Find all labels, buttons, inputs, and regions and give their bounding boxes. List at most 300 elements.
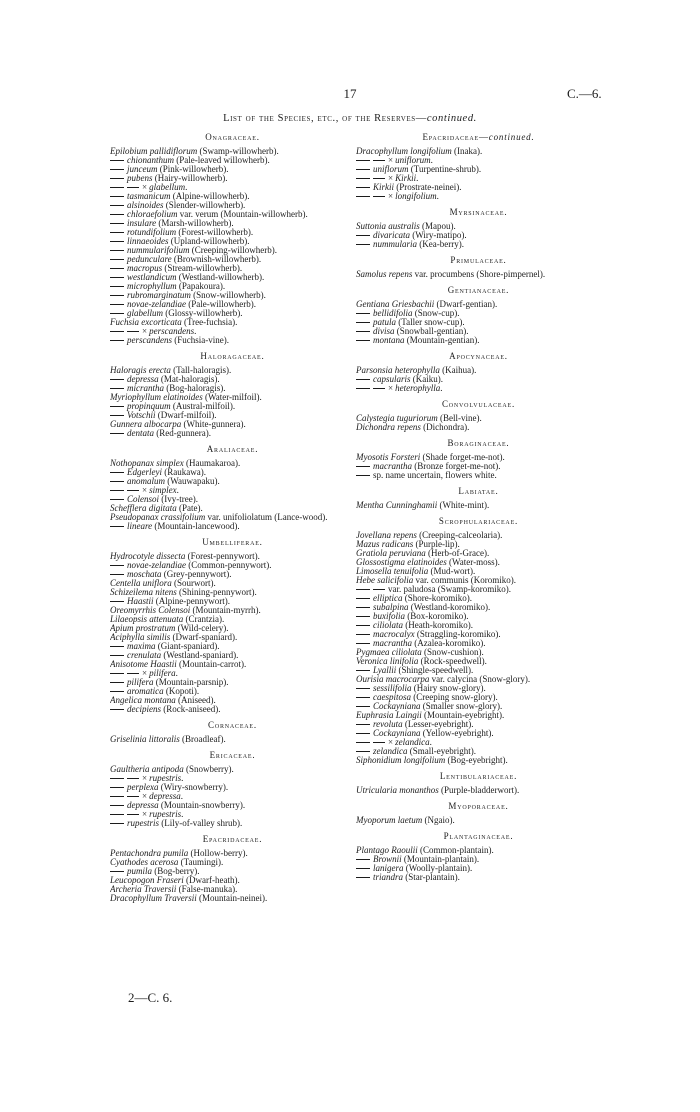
common-name: (Water-milfoil). <box>202 393 262 402</box>
species-name: simplex <box>149 486 177 495</box>
species-entry <box>356 756 601 765</box>
ditto-dash <box>110 160 124 161</box>
species-name: pubens <box>127 174 153 183</box>
species-name: Dracophyllum longifolium <box>356 147 452 156</box>
ditto-dash <box>110 691 124 692</box>
species-name: Hebe salicifolia <box>356 576 414 585</box>
common-name: (Wild-celery). <box>175 624 229 633</box>
species-entry <box>356 192 601 201</box>
species-entry <box>110 183 355 192</box>
common-name: . <box>175 669 178 678</box>
common-name: (Austral-milfoil). <box>170 402 236 411</box>
species-entry <box>110 477 355 486</box>
common-name: (Red-gunnera). <box>154 429 211 438</box>
common-name: (Papakoura). <box>176 282 226 291</box>
common-name: (Westland-spaniard). <box>161 651 239 660</box>
ditto-dash <box>110 787 124 788</box>
family-heading <box>356 256 601 265</box>
species-entry <box>356 816 601 825</box>
species-name: Myriophyllum elatinoides <box>110 393 203 402</box>
species-entry <box>110 459 355 468</box>
ditto-dash <box>356 589 370 590</box>
ditto-dash <box>110 406 124 407</box>
species-entry <box>356 231 601 240</box>
species-entry <box>356 702 601 711</box>
species-entry <box>110 615 355 624</box>
common-name: (Swamp-willowherb). <box>197 147 279 156</box>
common-name: var. procumbens (Shore-pimpernel). <box>412 270 546 279</box>
common-name: . <box>429 738 432 747</box>
species-entry <box>356 549 601 558</box>
common-name: var. verum (Mountain-willowherb). <box>177 210 308 219</box>
common-name: (Bronze forget-me-not). <box>412 462 501 471</box>
species-entry <box>110 495 355 504</box>
common-name: (White-gunnera). <box>181 420 246 429</box>
common-name: . <box>430 156 433 165</box>
family-name: Apocynaceae. <box>449 351 508 361</box>
family-heading <box>110 445 355 454</box>
species-name: Archeria Traversii <box>110 885 177 894</box>
species-name: Samolus repens <box>356 270 413 279</box>
family-name: Cornaceae. <box>208 720 257 730</box>
ditto-dash <box>110 250 124 251</box>
ditto-dash <box>110 187 124 188</box>
ditto-dash <box>110 178 124 179</box>
common-name: (Mountain-plantain). <box>401 855 480 864</box>
species-entry <box>110 696 355 705</box>
species-name: chloraefolium <box>127 210 178 219</box>
species-name: montana <box>373 336 405 345</box>
common-name: (Kopoti). <box>163 687 200 696</box>
common-name: (Box-koromiko). <box>405 612 469 621</box>
ditto-dash <box>110 268 124 269</box>
species-name: rubromarginatum <box>127 291 191 300</box>
species-name: chionanthum <box>127 156 174 165</box>
species-entry <box>110 561 355 570</box>
family-heading <box>356 208 601 217</box>
species-name: Leucopogon Fraseri <box>110 876 184 885</box>
ditto-dash <box>110 169 124 170</box>
common-name: (Dwarf-gentian). <box>434 300 498 309</box>
species-name: revoluta <box>373 720 403 729</box>
species-name: Pentachondra pumila <box>110 849 189 858</box>
common-name: sp. name uncertain, flowers white. <box>373 471 497 480</box>
species-entry <box>356 846 601 855</box>
species-name: Angelica montana <box>110 696 176 705</box>
ditto-dash <box>110 196 124 197</box>
common-name: (Pale-leaved willowherb). <box>174 156 270 165</box>
ditto-dash <box>356 244 370 245</box>
ditto-dash <box>356 643 370 644</box>
ditto-dash <box>356 616 370 617</box>
species-name: nummularia <box>373 240 418 249</box>
species-entry <box>110 300 355 309</box>
species-entry <box>110 792 355 801</box>
species-entry <box>110 876 355 885</box>
common-name: (Straggling-koromiko). <box>414 630 501 639</box>
species-entry <box>356 270 601 279</box>
ditto-dash <box>110 205 124 206</box>
species-entry <box>110 522 355 531</box>
species-entry <box>356 336 601 345</box>
species-name: Kirkii <box>395 174 417 183</box>
species-entry <box>356 738 601 747</box>
species-name: zelandica <box>395 738 430 747</box>
common-name: (Purple-lip). <box>413 540 460 549</box>
ditto-dash <box>356 625 370 626</box>
species-entry <box>356 375 601 384</box>
species-entry <box>110 228 355 237</box>
species-entry <box>356 462 601 471</box>
ditto-dash <box>110 223 124 224</box>
species-name: tasmanicum <box>127 192 171 201</box>
species-entry <box>110 867 355 876</box>
ditto-dash <box>356 178 370 179</box>
family-name: Myrsinaceae. <box>449 207 508 217</box>
common-name: (Ngaio). <box>422 816 455 825</box>
common-name: (Creeping snow-glory). <box>411 693 498 702</box>
species-entry <box>110 660 355 669</box>
ditto-dash <box>373 742 385 743</box>
common-name: (Dichondra). <box>420 423 470 432</box>
ditto-dash <box>356 235 370 236</box>
common-name: (Westland-koromiko). <box>408 603 491 612</box>
ditto-dash <box>356 598 370 599</box>
common-name: (Haumakaroa). <box>183 459 241 468</box>
ditto-dash <box>110 796 124 797</box>
common-name: var. communis (Koromiko). <box>413 576 516 585</box>
left-column <box>110 130 355 903</box>
species-name: Edgerleyi <box>127 468 162 477</box>
common-name: (Dwarf-heath). <box>183 876 240 885</box>
species-name: moschata <box>127 570 162 579</box>
ditto-dash <box>356 169 370 170</box>
species-entry <box>110 429 355 438</box>
species-name: pedunculare <box>127 255 172 264</box>
species-entry <box>110 255 355 264</box>
common-name: . <box>440 384 443 393</box>
species-entry <box>110 642 355 651</box>
ditto-dash <box>356 388 370 389</box>
common-name: (Mountain-myrrh). <box>190 606 261 615</box>
species-name: divaricata <box>373 231 410 240</box>
species-name: Gunnera albocarpa <box>110 420 182 429</box>
species-entry <box>110 687 355 696</box>
species-entry <box>110 375 355 384</box>
ditto-dash <box>356 379 370 380</box>
common-name: (Mud-wort). <box>428 567 476 576</box>
hybrid-mark: × <box>142 486 148 495</box>
species-name: Anisotome Haastii <box>110 660 177 669</box>
species-name: maxima <box>127 642 156 651</box>
species-entry <box>356 165 601 174</box>
species-name: pumila <box>127 867 153 876</box>
species-name: novae-zelandiae <box>127 561 186 570</box>
hybrid-mark: × <box>388 156 394 165</box>
common-name: (Wiry-matipo). <box>410 231 467 240</box>
ditto-dash <box>356 331 370 332</box>
species-entry <box>356 240 601 249</box>
species-name: triandra <box>373 873 404 882</box>
species-entry <box>110 384 355 393</box>
ditto-dash <box>373 178 385 179</box>
ditto-dash <box>373 589 385 590</box>
common-name: (Bell-vine). <box>437 414 482 423</box>
family-name: Myoporaceae. <box>448 801 509 811</box>
species-name: Parsonsia heterophylla <box>356 366 440 375</box>
family-continued: continued. <box>488 132 535 142</box>
common-name: (Forest-pennywort). <box>185 552 260 561</box>
common-name: (Fuchsia-vine). <box>172 336 229 345</box>
species-entry <box>110 651 355 660</box>
ditto-dash <box>356 634 370 635</box>
common-name: (Snow-willowherb). <box>190 291 266 300</box>
ditto-dash <box>356 322 370 323</box>
species-name: Calystegia tuguriorum <box>356 414 438 423</box>
species-entry <box>356 174 601 183</box>
species-entry <box>110 504 355 513</box>
ditto-dash <box>110 682 124 683</box>
ditto-dash <box>110 646 124 647</box>
ditto-dash <box>356 859 370 860</box>
ditto-dash <box>127 796 139 797</box>
species-name: depressa <box>149 792 181 801</box>
family-heading <box>356 400 601 409</box>
common-name: . <box>181 774 184 783</box>
species-name: insulare <box>127 219 157 228</box>
family-heading <box>356 439 601 448</box>
species-name: macrantha <box>373 462 412 471</box>
common-name: (Marsh-willowherb). <box>156 219 234 228</box>
ditto-dash <box>356 742 370 743</box>
species-name: patula <box>373 318 397 327</box>
ditto-dash <box>110 814 124 815</box>
species-name: Myosotis Forsteri <box>356 453 421 462</box>
species-name: Kirkii <box>373 183 395 192</box>
species-entry <box>110 264 355 273</box>
species-entry <box>356 222 601 231</box>
species-name: bellidifolia <box>373 309 413 318</box>
ditto-dash <box>356 607 370 608</box>
common-name: (Kea-berry). <box>417 240 464 249</box>
species-name: Hydrocotyle dissecta <box>110 552 186 561</box>
species-name: Cockayniana <box>373 702 421 711</box>
hybrid-mark: × <box>142 792 148 801</box>
common-name: (Giant-spaniard). <box>155 642 220 651</box>
common-name: (Raukawa). <box>162 468 206 477</box>
common-name: (Dwarf-spaniard). <box>170 633 238 642</box>
common-name: (Mat-haloragis). <box>158 375 220 384</box>
common-name: . <box>194 327 197 336</box>
species-entry <box>356 384 601 393</box>
species-name: Apium prostratum <box>110 624 176 633</box>
ditto-dash <box>356 733 370 734</box>
common-name: (Kaiku). <box>410 375 444 384</box>
family-heading <box>356 487 601 496</box>
page-number: 17 <box>343 86 357 101</box>
species-entry <box>356 603 601 612</box>
common-name: (Woolly-plantain). <box>403 864 473 873</box>
sheet-reference: C.—6. <box>567 86 602 101</box>
species-name: depressa <box>127 375 159 384</box>
common-name: . <box>185 183 188 192</box>
common-name: (Azalea-koromiko). <box>412 639 486 648</box>
species-entry <box>110 606 355 615</box>
species-entry <box>356 864 601 873</box>
ditto-dash <box>110 574 124 575</box>
species-entry <box>356 855 601 864</box>
ditto-dash <box>110 490 124 491</box>
hybrid-mark: × <box>142 327 148 336</box>
common-name: (Mapou). <box>419 222 456 231</box>
species-entry <box>110 858 355 867</box>
species-name: capsularis <box>373 375 411 384</box>
common-name: (Mountain-lancewood). <box>152 522 240 531</box>
common-name: (Common-plantain). <box>417 846 494 855</box>
species-name: rupestris <box>149 774 182 783</box>
species-entry <box>356 612 601 621</box>
species-entry <box>356 747 601 756</box>
common-name: (Stream-willowherb). <box>162 264 243 273</box>
common-name: (Taumingi). <box>178 858 224 867</box>
species-name: perplexa <box>127 783 159 792</box>
species-entry <box>110 513 355 522</box>
common-name: . <box>416 174 419 183</box>
running-title <box>0 113 700 124</box>
species-entry <box>110 894 355 903</box>
species-name: Aciphylla similis <box>110 633 171 642</box>
ditto-dash <box>110 379 124 380</box>
common-name: (Bog-haloragis). <box>164 384 226 393</box>
common-name: (Pale-willowherb). <box>185 300 256 309</box>
species-entry <box>110 849 355 858</box>
species-entry <box>110 327 355 336</box>
species-entry <box>110 579 355 588</box>
ditto-dash <box>110 673 124 674</box>
species-entry <box>356 675 601 684</box>
common-name: (Snow-cushion). <box>421 648 484 657</box>
species-name: alsinoides <box>127 201 164 210</box>
species-entry <box>110 468 355 477</box>
species-name: lanigera <box>373 864 404 873</box>
species-name: anomalum <box>127 477 165 486</box>
species-entry <box>110 765 355 774</box>
species-name: sessilifolia <box>373 684 412 693</box>
hybrid-mark: × <box>142 774 148 783</box>
species-entry <box>110 366 355 375</box>
species-entry <box>110 156 355 165</box>
ditto-dash <box>110 415 124 416</box>
species-entry <box>110 885 355 894</box>
ditto-dash <box>356 670 370 671</box>
species-name: Epilobium pallidiflorum <box>110 147 198 156</box>
common-name: (Mountain-gentian). <box>404 336 480 345</box>
common-name: (Creeping-calceolaria). <box>416 531 503 540</box>
common-name: (Heath-koromiko). <box>403 621 473 630</box>
species-name: subalpina <box>373 603 409 612</box>
common-name: . <box>180 792 183 801</box>
common-name: (Broadleaf). <box>179 735 226 744</box>
ditto-dash <box>356 706 370 707</box>
species-entry <box>356 639 601 648</box>
species-entry <box>110 237 355 246</box>
family-name: Plantaginaceae. <box>443 831 514 841</box>
species-name: junceum <box>127 165 158 174</box>
ditto-dash <box>110 295 124 296</box>
species-entry <box>110 810 355 819</box>
species-name: pilifera <box>127 678 154 687</box>
species-name: macrantha <box>373 639 412 648</box>
family-heading <box>356 832 601 841</box>
running-title-main: List of the Species, etc., of the Reserves— <box>223 113 427 124</box>
common-name: (Yellow-eyebright). <box>420 729 494 738</box>
common-name: (Westland-willowherb). <box>176 273 265 282</box>
species-name: Gratiola peruviana <box>356 549 426 558</box>
common-name: . <box>181 810 184 819</box>
family-name: Labiatae. <box>458 486 499 496</box>
hybrid-mark: × <box>388 384 394 393</box>
ditto-dash <box>127 331 139 332</box>
common-name: (Grey-pennywort). <box>161 570 232 579</box>
ditto-dash <box>356 313 370 314</box>
ditto-dash <box>356 724 370 725</box>
common-name: (Prostrate-neinei). <box>394 183 462 192</box>
family-name: Convolvulaceae. <box>441 399 516 409</box>
species-entry <box>356 585 601 594</box>
species-entry <box>356 471 601 480</box>
species-entry <box>110 588 355 597</box>
common-name: (Water-moss). <box>446 558 500 567</box>
common-name: (Shade forget-me-not). <box>420 453 505 462</box>
common-name: (Upland-willowherb). <box>168 237 250 246</box>
ditto-dash <box>110 778 124 779</box>
common-name: (Creeping-willowherb). <box>189 246 277 255</box>
family-heading <box>110 538 355 547</box>
common-name: (White-mint). <box>437 501 490 510</box>
common-name: (Ivy-tree). <box>159 495 198 504</box>
common-name: (Mountain-neinei). <box>196 894 268 903</box>
species-entry <box>356 711 601 720</box>
family-heading <box>356 286 601 295</box>
species-name: macrocalyx <box>373 630 415 639</box>
species-name: ciliolata <box>373 621 403 630</box>
family-heading <box>110 751 355 760</box>
family-name: Boraginaceae. <box>447 438 510 448</box>
common-name: (Snowball-gentian). <box>394 327 469 336</box>
species-entry <box>110 174 355 183</box>
ditto-dash <box>110 304 124 305</box>
family-name: Onagraceae. <box>205 132 260 142</box>
ditto-dash <box>127 187 139 188</box>
species-name: Lyallii <box>373 666 397 675</box>
ditto-dash <box>356 196 370 197</box>
species-name: rupestris <box>127 819 160 828</box>
ditto-dash <box>110 709 124 710</box>
species-name: Jovellana repens <box>356 531 417 540</box>
ditto-dash <box>356 751 370 752</box>
species-name: rupestris <box>149 810 182 819</box>
family-heading <box>356 772 601 781</box>
species-entry <box>110 336 355 345</box>
species-name: westlandicum <box>127 273 177 282</box>
common-name: (Purple-bladderwort). <box>438 786 520 795</box>
ditto-dash <box>110 526 124 527</box>
species-entry <box>356 693 601 702</box>
species-entry <box>110 486 355 495</box>
ditto-dash <box>356 340 370 341</box>
species-name: perscandens <box>149 327 195 336</box>
family-heading <box>110 133 355 142</box>
